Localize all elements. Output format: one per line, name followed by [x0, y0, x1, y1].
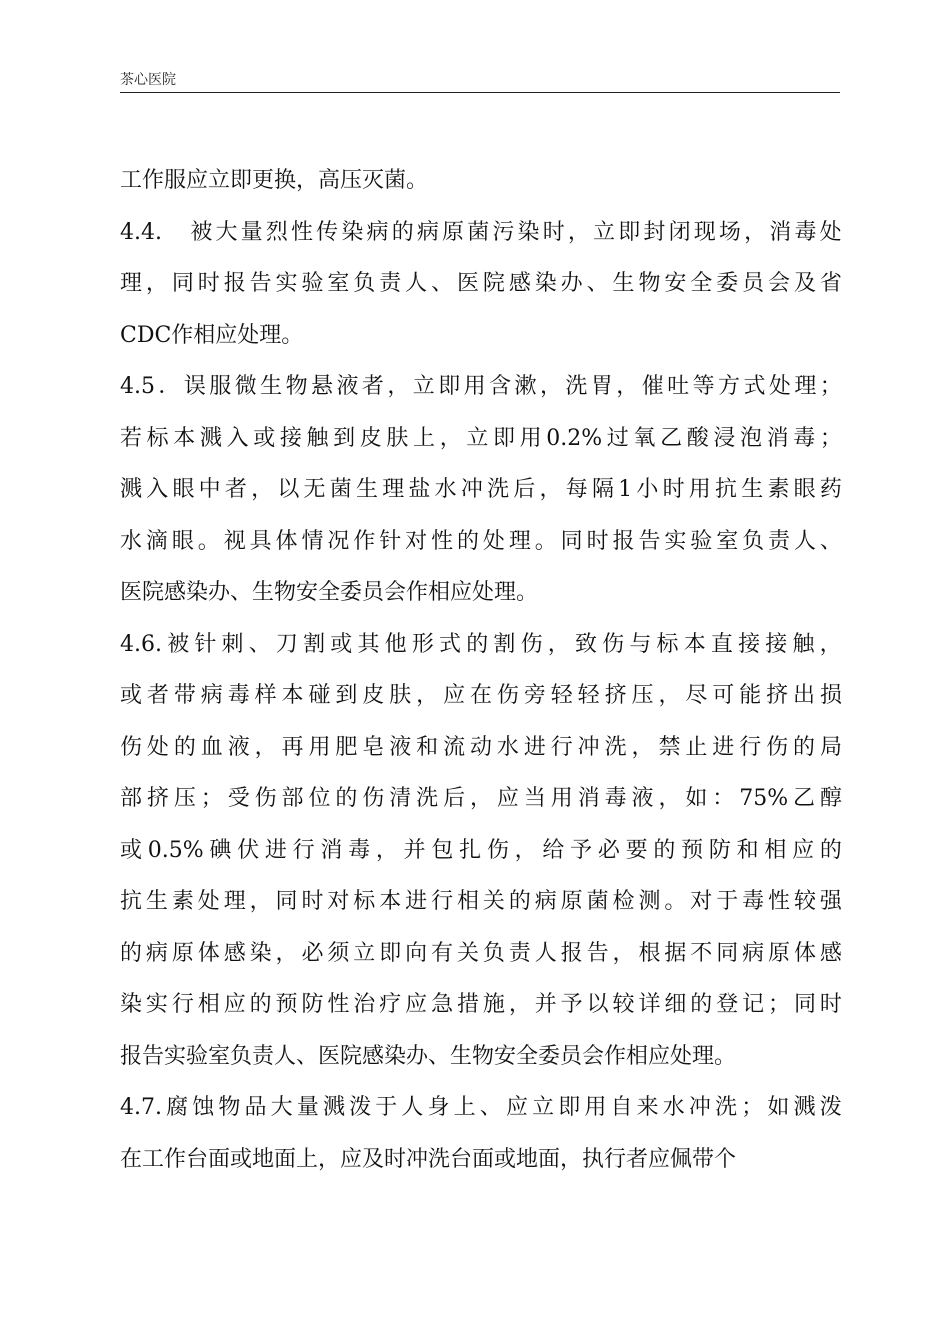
- text-line: 理 ， 同 时 报 告 实 验 室 负 责 人 、 医 院 感 染 办 、 生 物 安 全 委 员 会 及 省: [120, 271, 842, 296]
- text-line: 染 实 行 相 应 的 预 防 性 治 疗 应 急 措 施 ， 并 予 以 较 详 细 的 登 记 ； 同 时: [120, 992, 842, 1017]
- text-line: 工作服应立即更换，高压灭菌。: [120, 168, 429, 193]
- header-title: 茶心医院: [120, 72, 176, 88]
- text-line: 抗 生 素 处 理 ， 同 时 对 标 本 进 行 相 关 的 病 原 菌 检 测 。 对 于 毒 性 较 强: [120, 889, 842, 914]
- text-line: 4.6. 被 针 刺 、 刀 割 或 其 他 形 式 的 割 伤 ， 致 伤 与 标 本 直 接 接 触 ，: [120, 631, 842, 657]
- page-header: [120, 70, 840, 93]
- body-text: [120, 155, 842, 1185]
- text-line: CDC作相应处理。: [120, 322, 304, 348]
- text-line: 的 病 原 体 感 染 ， 必 须 立 即 向 有 关 负 责 人 报 告 ， 根 据 不 同 病 原 体 感: [120, 940, 842, 966]
- text-line: 伤 处 的 血 液 ， 再 用 肥 皂 液 和 流 动 水 进 行 冲 洗 ， 禁 止 进 行 伤 的 局: [120, 734, 842, 760]
- text-line: 在工作台面或地面上，应及时冲洗台面或地面，执行者应佩带个: [120, 1146, 737, 1172]
- text-line: 溅 入 眼 中 者 ， 以 无 菌 生 理 盐 水 冲 洗 后 ， 每 隔 1 小 时 用 抗 生 素 眼 药: [120, 477, 842, 502]
- text-line: 报告实验室负责人、医院感染办、生物安全委员会作相应处理。: [120, 1043, 737, 1069]
- text-line: 部 挤 压 ； 受 伤 部 位 的 伤 清 洗 后 ， 应 当 用 消 毒 液 ， 如 ： 75% 乙 醇: [120, 786, 842, 811]
- text-line: 水 滴 眼 。 视 具 体 情 况 作 针 对 性 的 处 理 。 同 时 报 告 实 验 室 负 责 人 、: [120, 528, 842, 554]
- text-line: 4.7. 腐 蚀 物 品 大 量 溅 泼 于 人 身 上 、 应 立 即 用 自 来 水 冲 洗 ； 如 溅 泼: [120, 1095, 842, 1120]
- text-line: 4.5 ． 误 服 微 生 物 悬 液 者 ， 立 即 用 含 漱 ， 洗 胃 ， 催 吐 等 方 式 处 理 ；: [120, 374, 842, 399]
- text-line: 或 0.5% 碘 伏 进 行 消 毒 ， 并 包 扎 伤 ， 给 予 必 要 的 预 防 和 相 应 的: [120, 837, 842, 863]
- text-line: 若 标 本 溅 入 或 接 触 到 皮 肤 上 ， 立 即 用 0.2% 过 氧 乙 酸 浸 泡 消 毒 ；: [120, 425, 842, 451]
- text-line: 医院感染办、生物安全委员会作相应处理。: [120, 580, 539, 605]
- text-line: 或 者 带 病 毒 样 本 碰 到 皮 肤 ， 应 在 伤 旁 轻 轻 挤 压 ， 尽 可 能 挤 出 损: [120, 683, 842, 708]
- text-line: 4.4. 被 大 量 烈 性 传 染 病 的 病 原 菌 污 染 时 ， 立 即 封 闭 现 场 ， 消 毒 处: [120, 219, 842, 245]
